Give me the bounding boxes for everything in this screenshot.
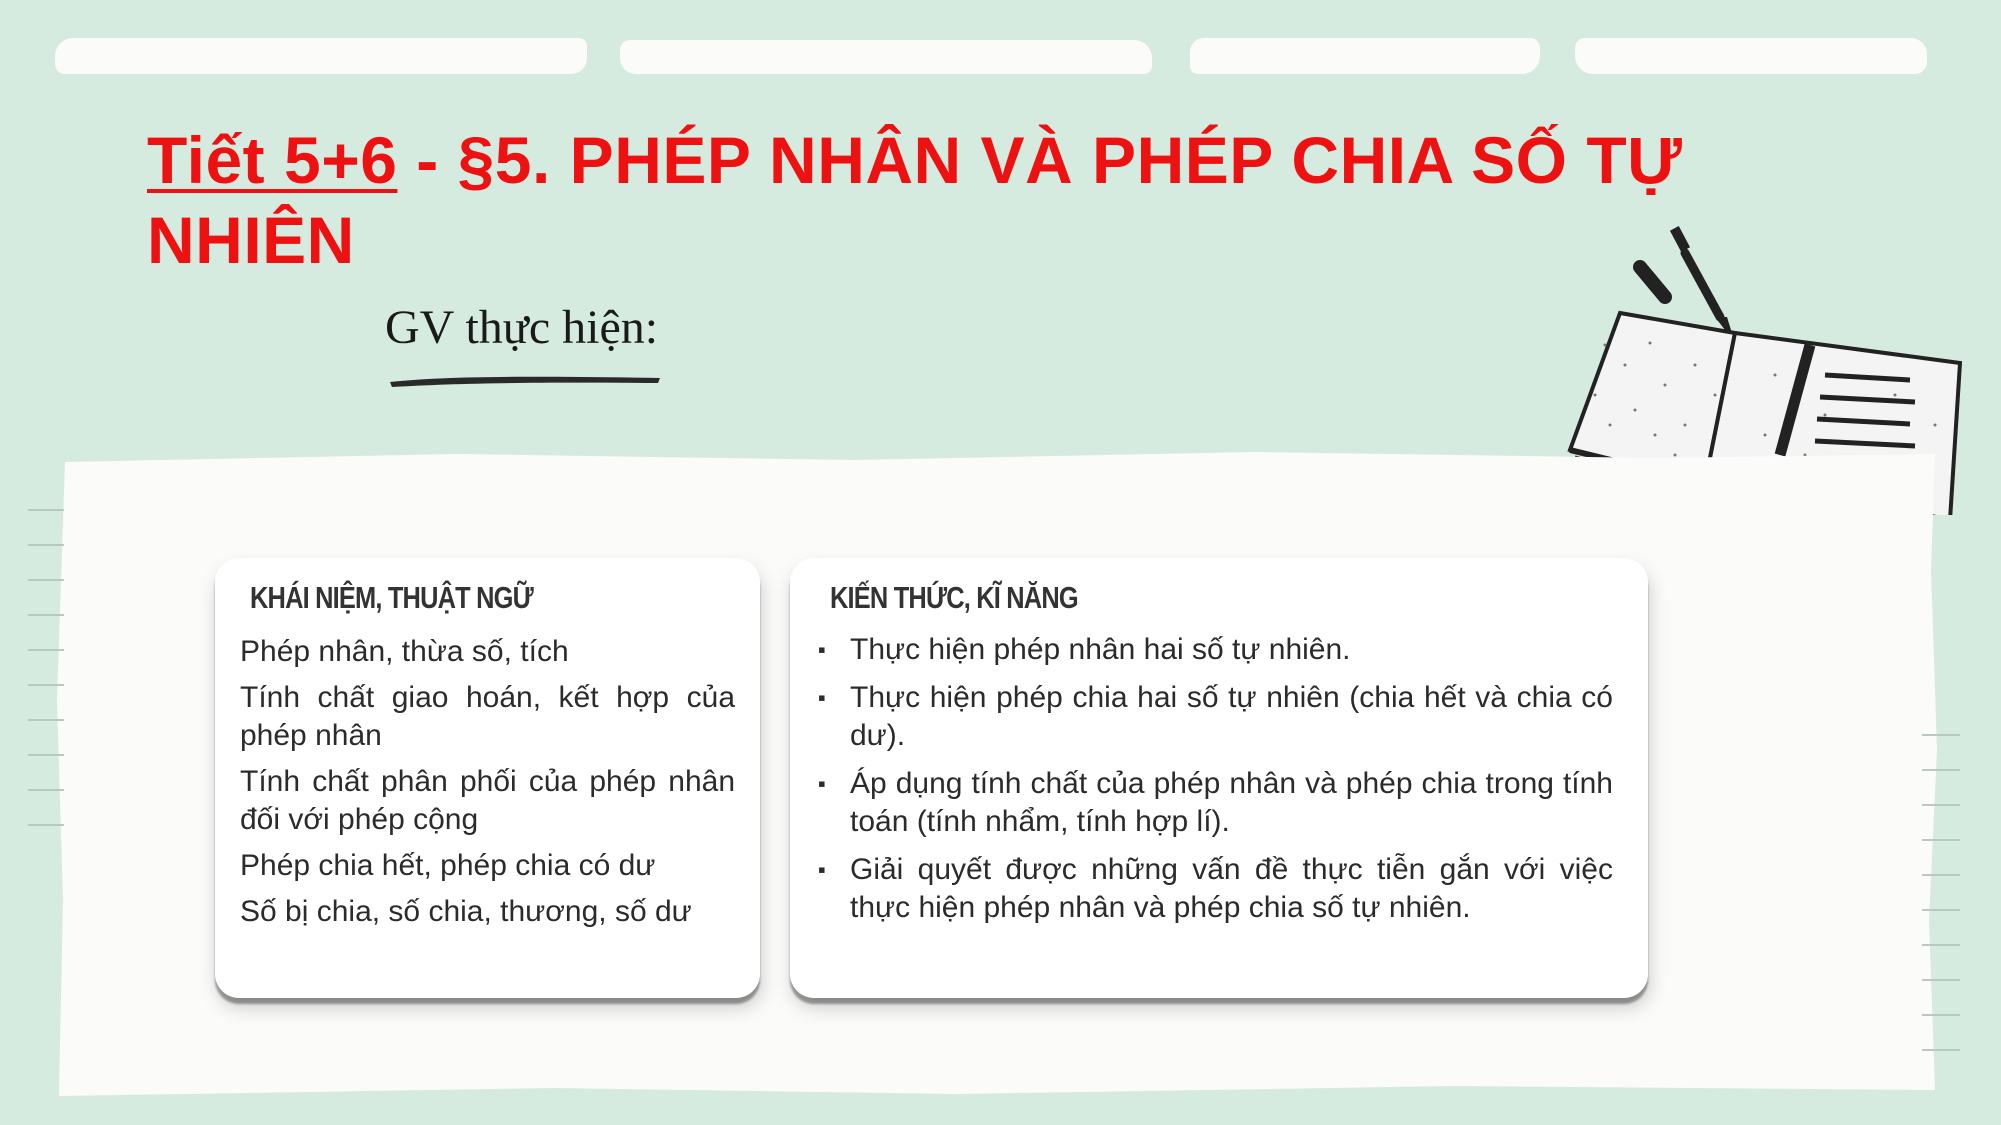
- concepts-heading: KHÁI NIỆM, THUẬT NGỮ: [250, 580, 533, 615]
- skills-card: [790, 558, 1648, 998]
- list-item: Số bị chia, số chia, thương, số dư: [240, 895, 692, 928]
- list-item: ▪ Thực hiện phép nhân hai số tự nhiên.: [818, 631, 1613, 669]
- lesson-title: - §5. PHÉP NHÂN VÀ PHÉP CHIA SỐ TỰ NHIÊN: [147, 123, 1683, 277]
- lesson-number: Tiết 5+6: [147, 123, 398, 197]
- list-item: Phép chia hết, phép chia có dư: [240, 849, 656, 882]
- brush-underline: [388, 370, 663, 390]
- top-paper-strip-4: [1575, 38, 1927, 74]
- list-item: ▪ Áp dụng tính chất của phép nhân và phép chia trong tính toán (tính nhẩm, tính hợp lí).: [818, 767, 1613, 838]
- skills-heading: KIẾN THỨC, KĨ NĂNG: [830, 580, 1078, 615]
- concepts-card: [215, 558, 760, 998]
- bullet-icon: ▪: [818, 685, 826, 710]
- concepts-list: [240, 633, 735, 939]
- list-item: Phép nhân, thừa số, tích: [240, 635, 569, 668]
- top-paper-strip-2: [620, 40, 1152, 74]
- list-item: ▪ Giải quyết được những vấn đề thực tiễn gắn với việc thực hiện phép nhân và phép chia số tự nhiên.: [818, 853, 1613, 924]
- slide-title: [147, 120, 1747, 280]
- top-paper-strip-1: [55, 38, 587, 74]
- bullet-icon: ▪: [818, 637, 826, 662]
- left-rule-lines: [28, 505, 68, 845]
- bullet-icon: ▪: [818, 771, 826, 796]
- right-rule-lines: [1920, 730, 1962, 1070]
- top-paper-strip-3: [1190, 38, 1540, 74]
- list-item: Tính chất phân phối của phép nhân đối với phép cộng: [240, 765, 735, 836]
- list-item: ▪ Thực hiện phép chia hai số tự nhiên (chia hết và chia có dư).: [818, 681, 1613, 752]
- skills-list: [818, 631, 1613, 937]
- teacher-label: GV thực hiện:: [385, 301, 659, 354]
- bullet-icon: ▪: [818, 857, 826, 882]
- list-item: Tính chất giao hoán, kết hợp của phép nhân: [240, 681, 735, 752]
